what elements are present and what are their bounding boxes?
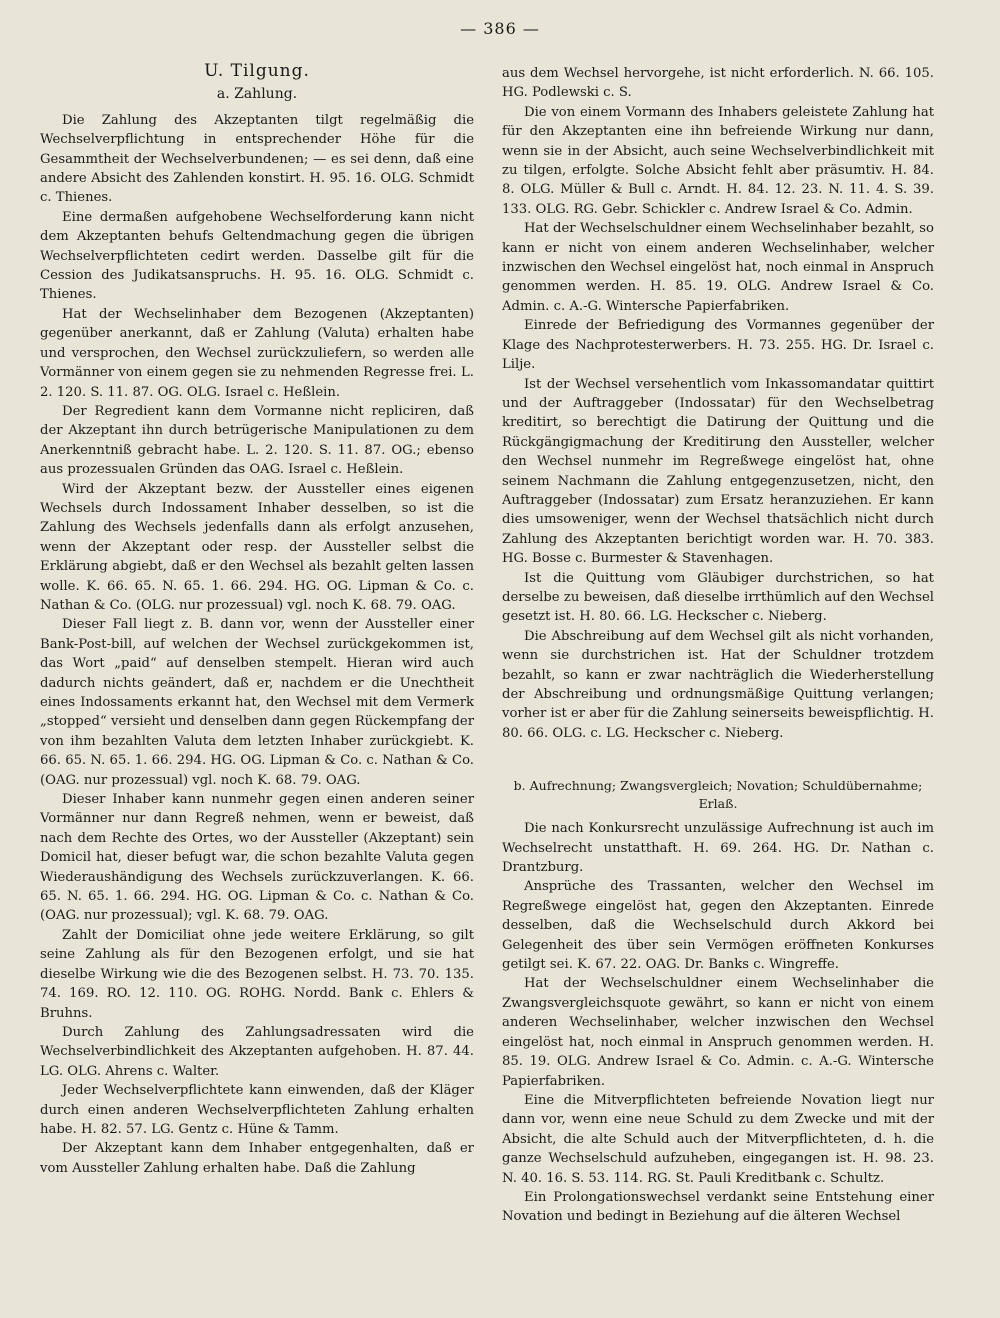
paragraph: Hat der Wechselschuldner einem Wechselinhaber die Zwangsvergleichsquote gewährt, so kann er nicht von einem anderen Wechselinhaber, welcher inzwischen den Wechsel eingelöst hat, noch einmal in Anspruch genommen werden. H. 85. 19. OLG. Andrew Israel & Co. Admin. c. A.-G. Wintersche Papierfabriken. (502, 976, 934, 1089)
paragraph: Ist die Quittung vom Gläubiger durchstrichen, so hat derselbe zu beweisen, daß dieselbe irrthümlich auf den Wechsel gesetzt ist. H. 80. 66. LG. Heckscher c. Nieberg. (502, 570, 934, 625)
continued-paragraph: aus dem Wechsel hervorgehe, ist nicht erforderlich. N. 66. 105. HG. Podlewski c. S. (502, 66, 934, 101)
paragraph: Der Regredient kann dem Vormanne nicht repliciren, daß der Akzeptant ihn durch betrügerische Manipulationen zu dem Anerkenntniß gebracht habe. L. 2. 120. S. 11. 87. OG.; ebenso aus prozessualen Gründen das OAG. Israel c. Heßlein. (40, 403, 474, 478)
paragraph: Die nach Konkursrecht unzulässige Aufrechnung ist auch im Wechselrecht unstatthaft. H. 69. 264. HG. Dr. Nathan c. Drantzburg. (502, 821, 934, 876)
paragraph: Zahlt der Domiciliat ohne jede weitere Erklärung, so gilt seine Zahlung als für den Bezogenen erfolgt, und sie hat dieselbe Wirkung wie die des Bezogenen selbst. H. 73. 70. 135. 74. 169. RO. 12. 110. OG. ROHG. Nordd. Bank c. Ehlers & Bruhns. (40, 927, 474, 1021)
paragraph: Durch Zahlung des Zahlungsadressaten wird die Wechselverbindlichkeit des Akzeptanten aufgehoben. H. 87. 44. LG. OLG. Ahrens c. Walter. (40, 1024, 474, 1079)
page-number: — 386 — (460, 19, 540, 38)
left-column (40, 62, 474, 1178)
paragraph: Hat der Wechselschuldner einem Wechselinhaber bezahlt, so kann er nicht von einem anderen Wechselinhaber, welcher inzwischen den Wechsel eingelöst hat, noch einmal in Anspruch genommen werden. H. 85. 19. OLG. Andrew Israel & Co. Admin. c. A.-G. Wintersche Papierfabriken. (502, 221, 934, 314)
paragraph: Dieser Inhaber kann nunmehr gegen einen anderen seiner Vormänner nur dann Regreß nehmen, wenn er beweist, daß nach dem Rechte des Ortes, wo der Aussteller (Akzeptant) sein Domicil hat, dieser befugt war, die schon bezahlte Valuta gegen Wiederaushändigung des Wechsels zurückzuverlangen. K. 66. 65. N. 65. 1. 66. 294. HG. OG. Lipman & Co. c. Nathan & Co. (OAG. nur prozessual); vgl. K. 68. 79. OAG. (40, 792, 474, 924)
paragraph: Die Zahlung des Akzeptanten tilgt regelmäßig die Wechselverpflichtung in entsprechender Höhe für die Gesammtheit der Wechselverbundenen; — es sei denn, daß eine andere Absicht des Zahlenden konstirt. H. 95. 16. OLG. Schmidt c. Thienes. (40, 112, 474, 206)
paragraph: Dieser Fall liegt z. B. dann vor, wenn der Aussteller einer Bank-Post-bill, auf welchen der Wechsel zurückgekommen ist, das Wort „paid“ auf denselben stempelt. Hieran wird auch dadurch nichts geändert, daß er, nachdem er die Unechtheit eines Indossaments erkannt hat, den Wechsel mit dem Vermerk „stopped“ versieht und denselben dann gegen Rückempfang der von ihm bezahlten Valuta dem letzten Inhaber zurückgiebt. K. 66. 65. N. 65. 1. 66. 294. HG. OG. Lipman & Co. c. Nathan & Co. (OAG. nur prozessual) vgl. noch K. 68. 79. OAG. (40, 617, 474, 788)
paragraph: Einrede der Befriedigung des Vormannes gegenüber der Klage des Nachprotesterwerbers. H. 73. 255. HG. Dr. Israel c. Lilje. (502, 318, 934, 373)
subsection-heading-a: a. Zahlung. (216, 86, 298, 103)
paragraph: Der Akzeptant kann dem Inhaber entgegenhalten, daß er vom Aussteller Zahlung erhalten habe. Daß die Zahlung (40, 1141, 474, 1176)
paragraph: Ansprüche des Trassanten, welcher den Wechsel im Regreßwege eingelöst hat, gegen den Akzeptanten. Einrede desselben, daß die Wechselschuld durch Akkord bei Gelegenheit des über sein Vermögen eröffneten Konkurses getilgt sei. K. 67. 22. OAG. Dr. Banks c. Wingreffe. (502, 879, 934, 973)
paragraph: Jeder Wechselverpflichtete kann einwenden, daß der Kläger durch einen anderen Wechselverpflichteten Zahlung erhalten habe. H. 82. 57. LG. Gentz c. Hüne & Tamm. (40, 1083, 474, 1137)
paragraph: Eine die Mitverpflichteten befreiende Novation liegt nur dann vor, wenn eine neue Schuld zu dem Zwecke und mit der Absicht, die alte Schuld auch der Mitverpflichteten, d. h. die ganze Wechselschuld aufzuheben, eingegangen ist. H. 98. 23. N. 40. 16. S. 53. 114. RG. St. Pauli Kreditbank c. Schultz. (502, 1092, 934, 1186)
paragraph: Wird der Akzeptant bezw. der Aussteller eines eigenen Wechsels durch Indossament Inhaber desselben, so ist die Zahlung des Wechsels jedenfalls dann als erfolgt anzusehen, wenn der Akzeptant oder resp. der Aussteller selbst die Erklärung abgiebt, daß er den Wechsel als bezahlt gelten lassen wolle. K. 66. 65. N. 65. 1. 66. 294. HG. OG. Lipman & Co. c. Nathan & Co. (OLG. nur prozessual) vgl. noch K. 68. 79. OAG. (40, 481, 474, 613)
paragraph: Eine dermaßen aufgehobene Wechselforderung kann nicht dem Akzeptanten behufs Geltendmachung gegen die übrigen Wechselverpflichteten cedirt werden. Dasselbe gilt für die Cession des Judikatsanspruchs. H. 95. 16. OLG. Schmidt c. Thienes. (40, 209, 474, 303)
paragraph: Die von einem Vormann des Inhabers geleistete Zahlung hat für den Akzeptanten eine ihn befreiende Wirkung nur dann, wenn sie in der Absicht, auch seine Wechselverbindlichkeit mit zu tilgen, erfolgte. Solche Absicht fehlt aber präsumtiv. H. 84. 8. OLG. Müller & Bull c. Arndt. H. 84. 12. 23. N. 11. 4. S. 39. 133. OLG. RG. Gebr. Schickler c. Andrew Israel & Co. Admin. (502, 104, 934, 217)
section-heading: U. Tilgung. (204, 61, 310, 81)
right-column (502, 64, 934, 1227)
paragraph: Hat der Wechselinhaber dem Bezogenen (Akzeptanten) gegenüber anerkannt, daß er Zahlung (Valuta) erhalten habe und versprochen, den Wechsel zurückzuliefern, so werden alle Vormänner von einem gegen sie zu nehmenden Regresse frei. L. 2. 120. S. 11. 87. OG. OLG. Israel c. Heßlein. (40, 306, 474, 400)
paragraph: Ist der Wechsel versehentlich vom Inkassomandatar quittirt und der Auftraggeber (Indossatar) für den Wechselbetrag kreditirt, so berechtigt die Datirung der Quittung und die Rückgängigmachung der Kreditirung den Aussteller, welcher den Wechsel nunmehr im Regreßwege eingelöst hat, ohne seinem Nachmann die Zahlung entgegenzusetzen, nicht, den Auftraggeber (Indossatar) zum Ersatz heranzuziehen. Er kann dies umsoweniger, wenn der Wechsel thatsächlich nicht durch Zahlung des Akzeptanten berichtigt worden war. H. 70. 383. HG. Bosse c. Burmester & Stavenhagen. (502, 376, 934, 567)
paragraph: Ein Prolongationswechsel verdankt seine Entstehung einer Novation und bedingt in Beziehung auf die älteren Wechsel (502, 1189, 934, 1225)
subsection-heading-b: b. Aufrechnung; Zwangsvergleich; Novation; Schuldübernahme; Erlaß. (513, 778, 923, 812)
paragraph: Die Abschreibung auf dem Wechsel gilt als nicht vorhanden, wenn sie durchstrichen ist. Hat der Schuldner trotzdem bezahlt, so kann er zwar nachträglich die Wiederherstellung der Abschreibung und ordnungsmäßige Quittung verlangen; vorher ist er aber für die Zahlung seinerseits beweispflichtig. H. 80. 66. OLG. c. LG. Heckscher c. Nieberg. (502, 628, 934, 741)
